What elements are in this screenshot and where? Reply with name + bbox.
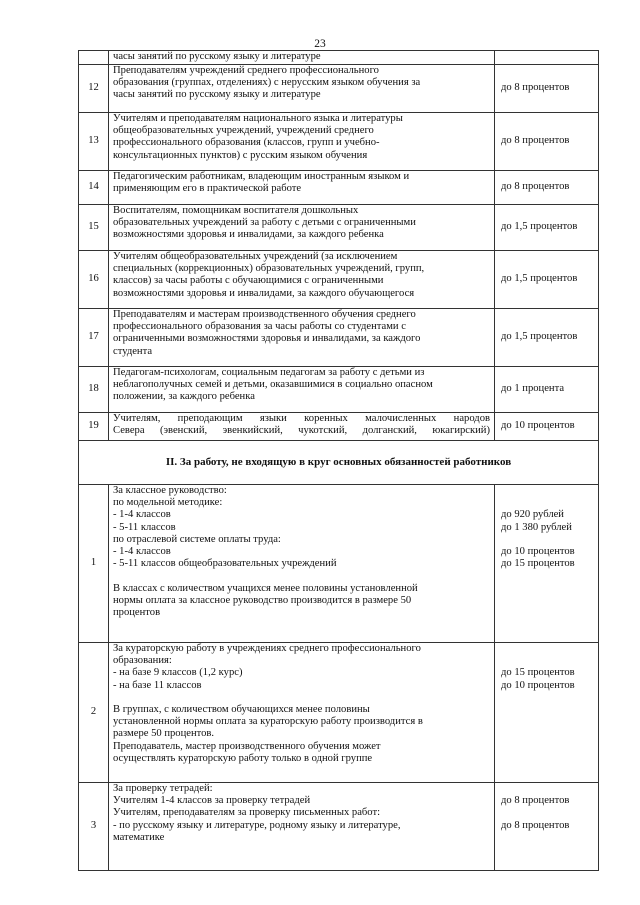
table-row: [79, 51, 599, 65]
text-line: - 5-11 классов: [113, 521, 176, 533]
row-value: до 1,5 процентов: [495, 309, 599, 367]
text-line: возможностями здоровья и инвалидами, за каждого ребенка: [113, 229, 384, 241]
table-row: [79, 205, 599, 251]
text-line: установленной нормы оплата за кураторскую работу производится в: [113, 716, 423, 728]
text-line: положении, за каждого ребенка: [113, 391, 255, 403]
table-row: [79, 413, 599, 441]
table-row: [79, 485, 599, 643]
table-row: [79, 65, 599, 113]
text-line: специальных (коррекционных) образовательных учреждений, групп,: [113, 263, 425, 275]
row-description: [109, 485, 495, 643]
text-line: до 10 процентов: [501, 545, 575, 557]
text-line: осуществлять кураторскую работу только в одной группе: [113, 752, 373, 764]
row-number: 14: [79, 171, 109, 205]
text-line: Преподавателям и мастерам производственного обучения среднего: [113, 309, 416, 320]
text-line: до 15 процентов: [501, 558, 575, 570]
table-row: [79, 367, 599, 413]
text-line: профессионального образования за часы работы со студентами с: [113, 321, 406, 333]
text-line: по отраслевой системе оплаты труда:: [113, 533, 281, 545]
text-line: Учителям общеобразовательных учреждений (за исключением: [113, 251, 398, 262]
page-number: 23: [314, 38, 326, 50]
text-line: [501, 497, 594, 509]
row-value: до 1 процента: [495, 367, 599, 413]
table-row: [79, 783, 599, 871]
table-row: [79, 643, 599, 783]
text-line: часы занятий по русскому языку и литературе: [113, 51, 321, 62]
row-description: [109, 309, 495, 367]
text-line: [113, 692, 490, 704]
text-line: - 1-4 классов: [113, 546, 171, 558]
row-number: [79, 51, 109, 65]
row-value: до 8 процентов: [495, 65, 599, 113]
text-line: консультационных пунктов) с русским языком обучения: [113, 149, 368, 161]
text-line: до 920 рублей: [501, 509, 564, 521]
text-line: Учителям и преподавателям национального языка и литературы: [113, 113, 403, 124]
text-line: неблагополучных семей и детьми, оказавшимися в социально опасном: [113, 379, 433, 391]
text-line: [501, 783, 594, 795]
allowances-table: [78, 50, 599, 871]
text-line: до 1 380 рублей: [501, 521, 572, 533]
table-row: [79, 309, 599, 367]
row-number: 12: [79, 65, 109, 113]
row-description: [109, 413, 495, 441]
text-line: За кураторскую работу в учреждениях среднего профессионального: [113, 643, 421, 654]
row-description: [109, 643, 495, 783]
row-value: [495, 643, 599, 783]
text-line: профессионального образования (классов, групп и учебно-: [113, 137, 380, 149]
row-description: [109, 51, 495, 65]
text-line: математике: [113, 831, 165, 843]
text-line: - на базе 9 классов (1,2 курс): [113, 667, 243, 679]
row-description: [109, 367, 495, 413]
text-line: образования:: [113, 655, 172, 667]
row-value: [495, 51, 599, 65]
row-description: [109, 205, 495, 251]
text-line: [113, 570, 490, 582]
text-line: применяющим его в практической работе: [113, 183, 302, 195]
text-line: Севера (эвенский, эвенкийский, чукотский, долганский, юкагирский): [113, 425, 490, 437]
row-value: до 1,5 процентов: [495, 205, 599, 251]
row-number: 16: [79, 251, 109, 309]
row-description: [109, 251, 495, 309]
row-value: [495, 783, 599, 871]
row-description: [109, 171, 495, 205]
text-line: [501, 807, 594, 819]
row-description: [109, 113, 495, 171]
row-number: 18: [79, 367, 109, 413]
row-value: [495, 485, 599, 643]
section-header-row: [79, 441, 599, 485]
text-line: классов) за часы работы с обучающимися с ограниченными: [113, 275, 384, 287]
text-line: Воспитателям, помощникам воспитателя дошкольных: [113, 205, 359, 216]
text-line: [501, 655, 594, 667]
text-line: студента: [113, 345, 153, 357]
text-line: В группах, с количеством обучающихся менее половины: [113, 704, 370, 715]
table-section-top: [79, 51, 599, 441]
row-number: 13: [79, 113, 109, 171]
text-line: За проверку тетрадей:: [113, 783, 213, 794]
text-line: ограниченными возможностями здоровья и инвалидами, за каждого: [113, 333, 421, 345]
text-line: В классах с количеством учащихся менее половины установленной: [113, 582, 418, 594]
row-number: 19: [79, 413, 109, 441]
row-number: 1: [79, 485, 109, 643]
row-number: 3: [79, 783, 109, 871]
text-line: часы занятий по русскому языку и литературе: [113, 89, 321, 101]
row-number: 17: [79, 309, 109, 367]
table-row: [79, 113, 599, 171]
text-line: - 5-11 классов общеобразовательных учреждений: [113, 558, 337, 570]
row-description: [109, 783, 495, 871]
text-line: по модельной методике:: [113, 497, 223, 509]
section-title: II. За работу, не входящую в круг основных обязанностей работников: [79, 441, 599, 485]
text-line: Учителям, преподающим языки коренных малочисленных народов: [113, 413, 490, 424]
text-line: Учителям, преподавателям за проверку письменных работ:: [113, 807, 381, 819]
text-line: [501, 643, 594, 655]
text-line: - на базе 11 классов: [113, 679, 202, 691]
text-line: [501, 534, 594, 546]
text-line: образования (группах, отделениях) с нерусским языком обучения за: [113, 77, 421, 89]
row-value: до 8 процентов: [495, 171, 599, 205]
row-description: [109, 65, 495, 113]
text-line: нормы оплата за классное руководство производится в размере 50: [113, 594, 412, 606]
text-line: до 8 процентов: [501, 795, 570, 807]
table-section-header: [79, 441, 599, 485]
text-line: Педагогам-психологам, социальным педагогам за работу с детьми из: [113, 367, 425, 378]
text-line: За классное руководство:: [113, 485, 227, 496]
table-row: [79, 251, 599, 309]
table-section-bottom: [79, 485, 599, 871]
row-number: 15: [79, 205, 109, 251]
text-line: Педагогическим работникам, владеющим иностранным языком и: [113, 171, 410, 182]
row-value: до 1,5 процентов: [495, 251, 599, 309]
text-line: до 8 процентов: [501, 819, 570, 831]
text-line: Преподавателям учреждений среднего профессионального: [113, 65, 379, 76]
text-line: [501, 485, 594, 497]
text-line: общеобразовательных учреждений, учреждений среднего: [113, 125, 374, 137]
text-line: Преподаватель, мастер производственного обучения может: [113, 740, 381, 752]
text-line: - 1-4 классов: [113, 509, 171, 521]
row-value: до 8 процентов: [495, 113, 599, 171]
text-line: образовательных учреждений за работу с детьми с ограниченными: [113, 217, 416, 229]
text-line: размере 50 процентов.: [113, 728, 215, 740]
row-value: до 10 процентов: [495, 413, 599, 441]
table-row: [79, 171, 599, 205]
row-number: 2: [79, 643, 109, 783]
text-line: процентов: [113, 607, 161, 619]
text-line: - по русскому языку и литературе, родному языку и литературе,: [113, 819, 401, 831]
text-line: до 15 процентов: [501, 667, 575, 679]
text-line: Учителям 1-4 классов за проверку тетрадей: [113, 795, 311, 807]
text-line: возможностями здоровья и инвалидами, за каждого обучающегося: [113, 287, 415, 299]
text-line: до 10 процентов: [501, 679, 575, 691]
